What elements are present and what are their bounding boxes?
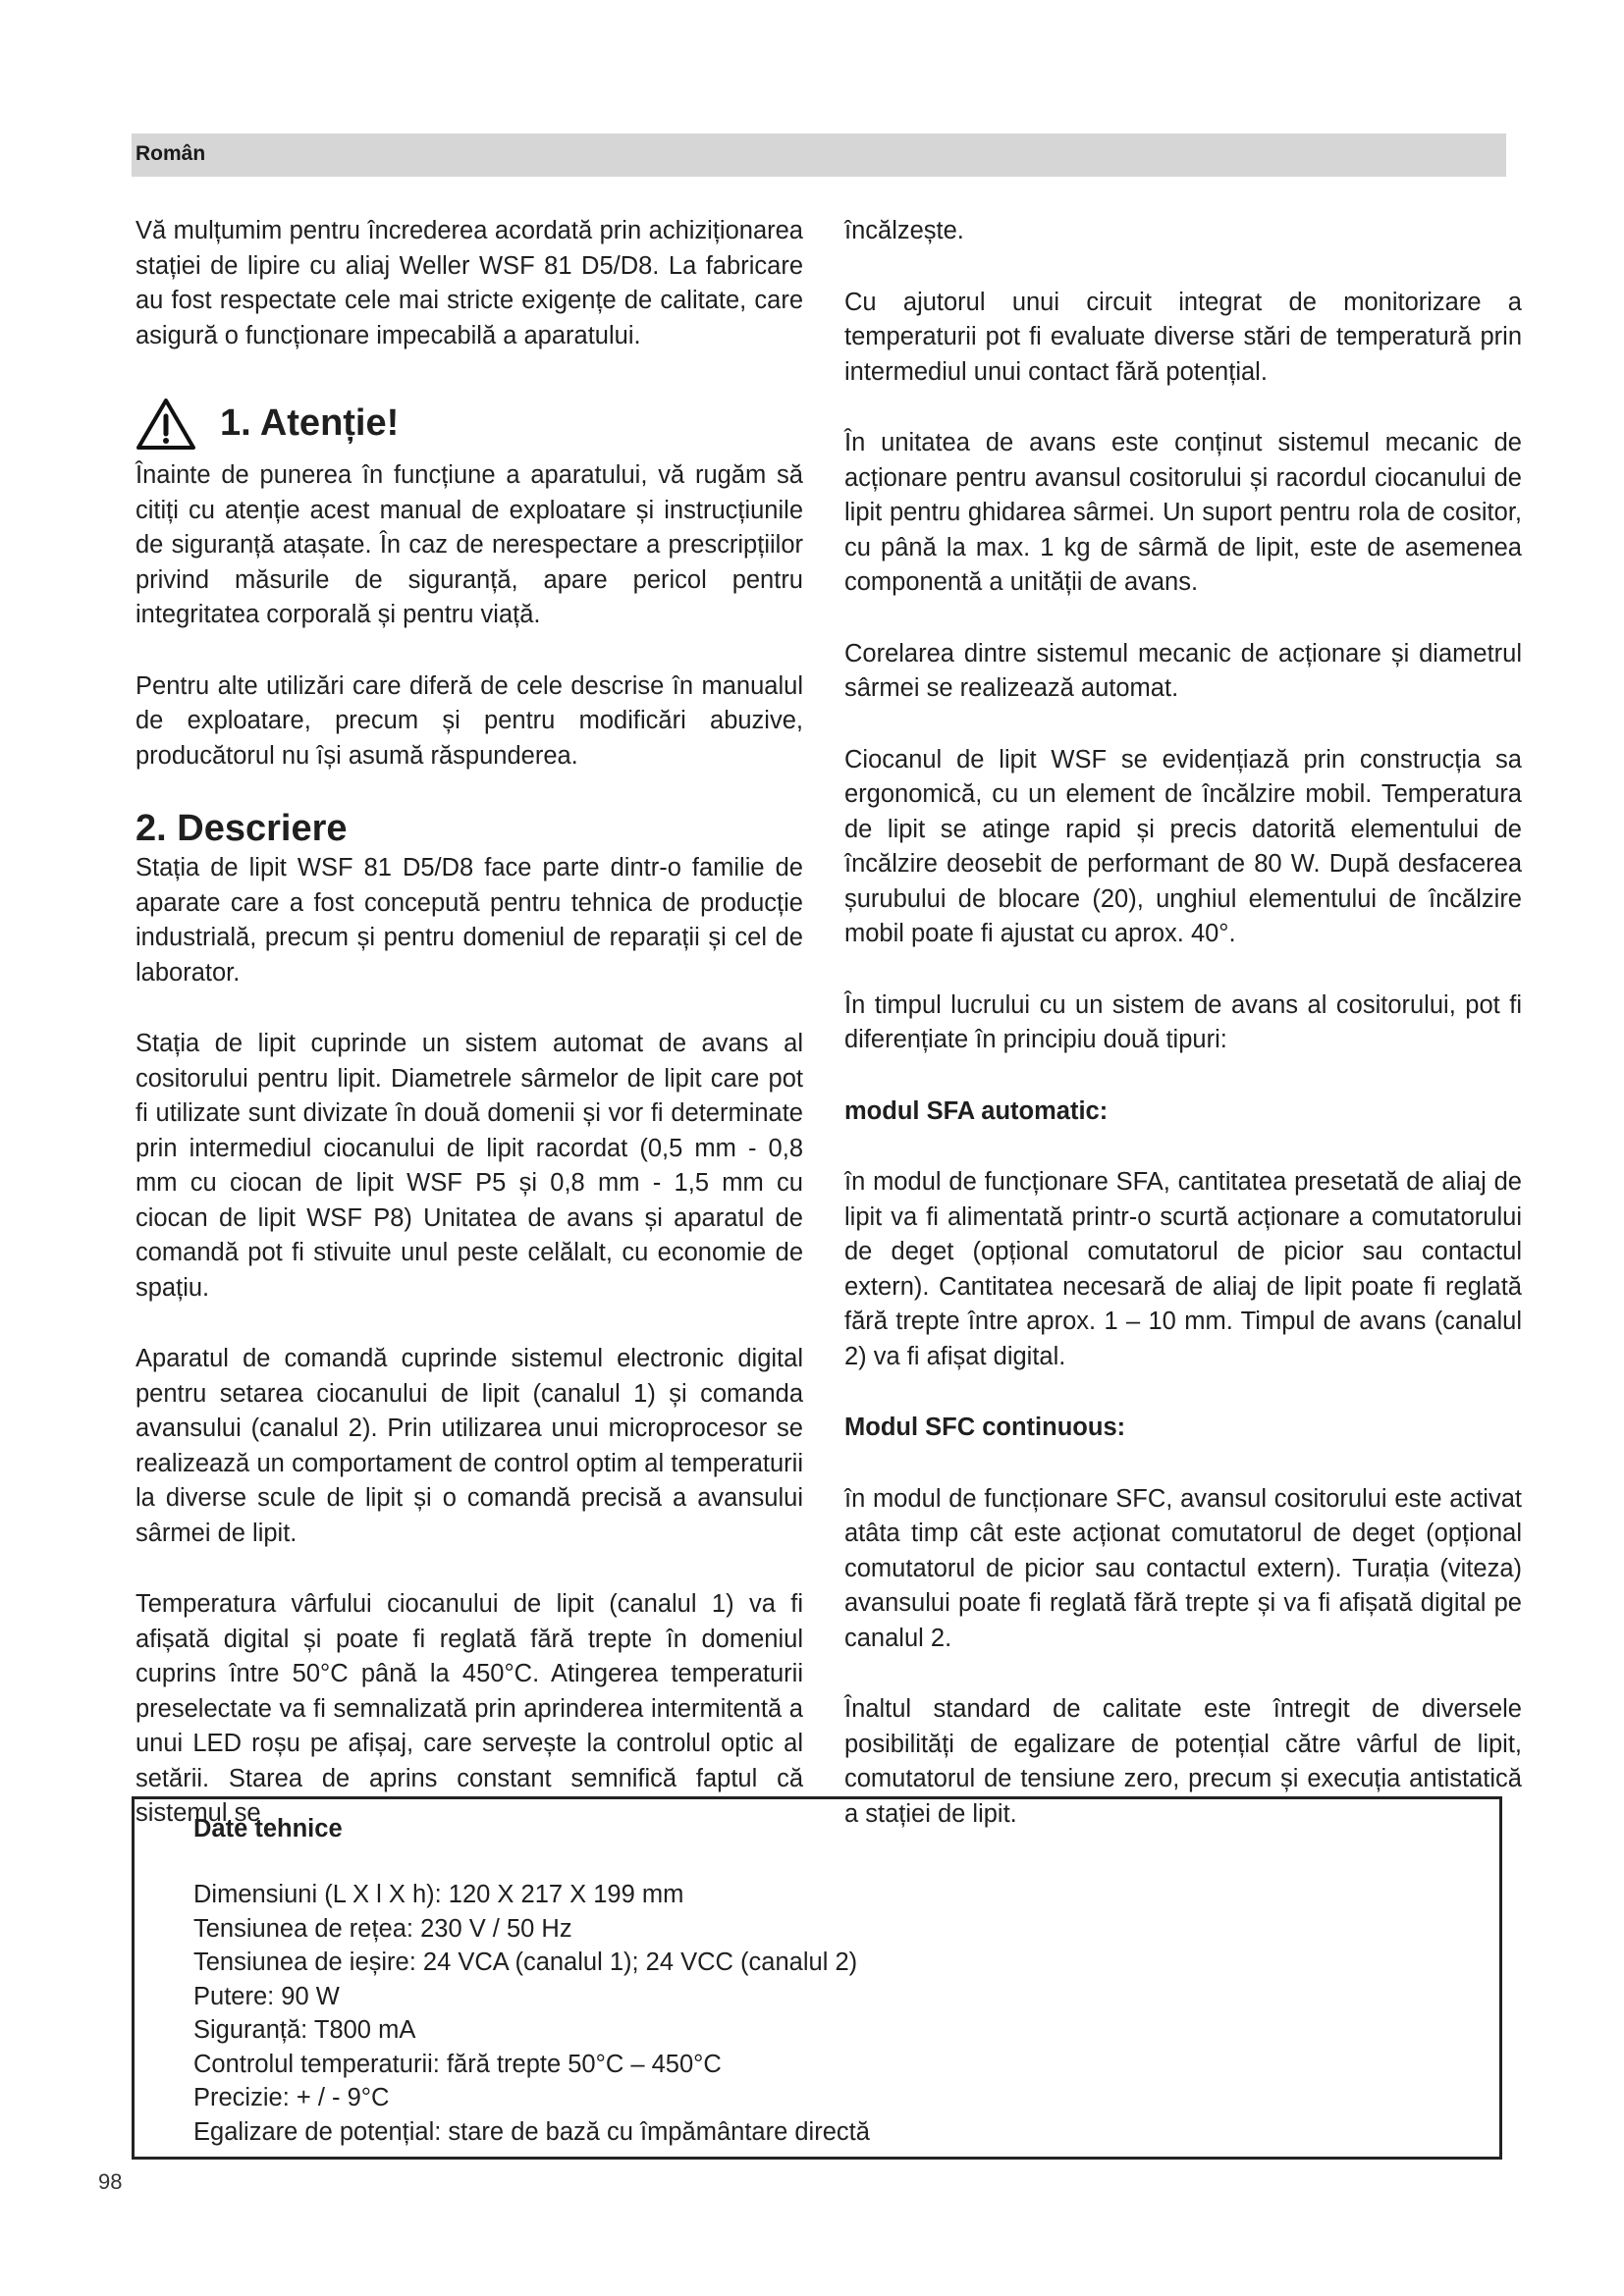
- attention-heading: [135, 390, 803, 458]
- sfc-mode-title: Modul SFC continuous:: [844, 1414, 1126, 1441]
- tech-item: Dimensiuni (L X l X h): 120 X 217 X 199 mm: [193, 1881, 684, 1908]
- tech-item: Tensiunea de rețea: 230 V / 50 Hz: [193, 1914, 572, 1943]
- tech-item: Egalizare de potențial: stare de bază cu împământare directă: [193, 2117, 870, 2146]
- technical-data-box: [132, 1796, 1502, 2160]
- sfa-mode-text: în modul de funcționare SFA, cantitatea presetată de aliaj de lipit va fi alimentată printr-o scurtă acționare a comutatorului de deget (opțional comutatorul de picior sau contactul extern). Cantitatea necesară de aliaj de lipit poate fi reglată fără trepte între aprox. 1 – 10 mm. Timpul de avans (canalul 2) va fi afișat digital.: [844, 1168, 1522, 1370]
- sfa-mode-title: modul SFA automatic:: [844, 1096, 1109, 1125]
- warning-triangle-icon: [135, 398, 196, 451]
- description-section: [135, 806, 803, 851]
- right-paragraph-5: Ciocanul de lipit WSF se evidențiază prin construcția sa ergonomică, cu un element de încălzire mobil. Temperatura de lipit se atinge rapid și precis datorită elementului de încălzire deosebit de performant de 80 W. După desfacerea șurubului de blocare (20), unghiul elementului de încălzire mobil poate fi ajustat cu aprox. 40°.: [844, 745, 1522, 947]
- page-number: 98: [98, 2169, 123, 2194]
- description-title: 2. Descriere: [135, 808, 348, 849]
- right-paragraph-2: Cu ajutorul unui circuit integrat de monitorizare a temperaturii pot fi evaluate diverse stări de temperatură prin intermediul unui contact fără potențial.: [844, 288, 1522, 386]
- intro-paragraph: Vă mulțumim pentru încrederea acordată prin achiziționarea stației de lipire cu aliaj Weller WSF 81 D5/D8. La fabricare au fost respectate cele mai stricte exigențe de calitate, care asigură o funcționare impecabilă a aparatului.: [135, 217, 803, 349]
- tech-item: Controlul temperaturii: fără trepte 50°C – 450°C: [193, 2050, 722, 2078]
- right-paragraph-4: Corelarea dintre sistemul mecanic de acționare și diametrul sârmei se realizează automat.: [844, 639, 1522, 702]
- right-paragraph-6: În timpul lucrului cu un sistem de avans al cositorului, pot fi diferențiate în principiu două tipuri:: [844, 990, 1522, 1053]
- description-paragraph-4: Temperatura vârfului ciocanului de lipit (canalul 1) va fi afișată digital și poate fi reglată fără trepte în domeniul cuprins între 50°C până la 450°C. Atingerea temperaturii preselectate va fi semnalizată prin aprinderea intermitentă a unui LED roșu pe afișaj, care servește la controlul optic al setării. Starea de aprins constant semnifică faptul că sistemul se: [135, 1590, 803, 1827]
- right-paragraph-3: În unitatea de avans este conținut sistemul mecanic de acționare pentru avansul cositorului și racordul ciocanului de lipit pentru ghidarea sârmei. Un suport pentru rola de cositor, cu până la max. 1 kg de sârmă de lipit, este de asemenea componentă a unității de avans.: [844, 429, 1522, 596]
- tech-item: Siguranță: T800 mA: [193, 2016, 416, 2044]
- right-column: [844, 214, 1522, 1832]
- description-paragraph-3: Aparatul de comandă cuprinde sistemul electronic digital pentru setarea ciocanului de lipit (canalul 1) și comanda avansului (canalul 2). Prin utilizarea unui microprocesor se realizează un comportament de control optim al temperaturii la diverse scule de lipit și o comandă precisă a avansului sârmei de lipit.: [135, 1345, 803, 1547]
- right-paragraph-1: încălzește.: [844, 217, 964, 244]
- description-paragraph-2: Stația de lipit cuprinde un sistem automat de avans al cositorului pentru lipit. Diametrele sârmelor de lipit care pot fi utilizate sunt divizate în două domenii și vor fi determinate prin intermediul ciocanului de lipit racordat (0,5 mm - 0,8 mm cu ciocan de lipit WSF P5 și 0,8 mm - 1,5 mm cu ciocan de lipit WSF P8) Unitatea de avans și aparatul de comandă pot fi stivuite unul peste celălalt, cu economie de spațiu.: [135, 1030, 803, 1302]
- tech-item: Precizie: + / - 9°C: [193, 2084, 390, 2111]
- attention-title: 1. Atenție!: [220, 402, 400, 445]
- tech-item: Tensiunea de ieșire: 24 VCA (canalul 1); 24 VCC (canalul 2): [193, 1949, 858, 1976]
- language-header: [132, 133, 1506, 177]
- sfc-mode-text: în modul de funcționare SFC, avansul cositorului este activat atâta timp cât este acționat comutatorul de deget (opțional comutatorul de picior sau contactul extern). Turația (viteza) avansului poate fi reglată fără trepte și va fi afișată digital pe canalul 2.: [844, 1484, 1522, 1652]
- attention-paragraph-2: Pentru alte utilizări care diferă de cele descrise în manualul de exploatare, precum și pentru modificări abuzive, producătorul nu își asumă răspunderea.: [135, 671, 803, 770]
- tech-item: Putere: 90 W: [193, 1982, 340, 2010]
- right-paragraph-7: Înaltul standard de calitate este întregit de diversele posibilități de egalizare de potențial către vârful de lipit, comutatorul de tensiune zero, precum și execuția antistatică a stației de lipit.: [844, 1695, 1522, 1828]
- technical-data-title: Date tehnice: [193, 1815, 343, 1842]
- language-label: Român: [135, 142, 206, 165]
- technical-data-list: [193, 1878, 870, 2149]
- description-paragraph-1: Stația de lipit WSF 81 D5/D8 face parte dintr-o familie de aparate care a fost concepută pentru tehnica de producție industrială, precum și pentru domeniul de reparații și cel de laborator.: [135, 854, 803, 987]
- left-column: [135, 214, 803, 1832]
- attention-paragraph-1: Înainte de punerea în funcțiune a aparatului, vă rugăm să citiți cu atenție acest manual de exploatare și instrucțiunile de siguranță atașate. În caz de nerespectare a prescripțiilor privind măsurile de siguranță, apare pericol pentru integritatea corporală și pentru viață.: [135, 461, 803, 628]
